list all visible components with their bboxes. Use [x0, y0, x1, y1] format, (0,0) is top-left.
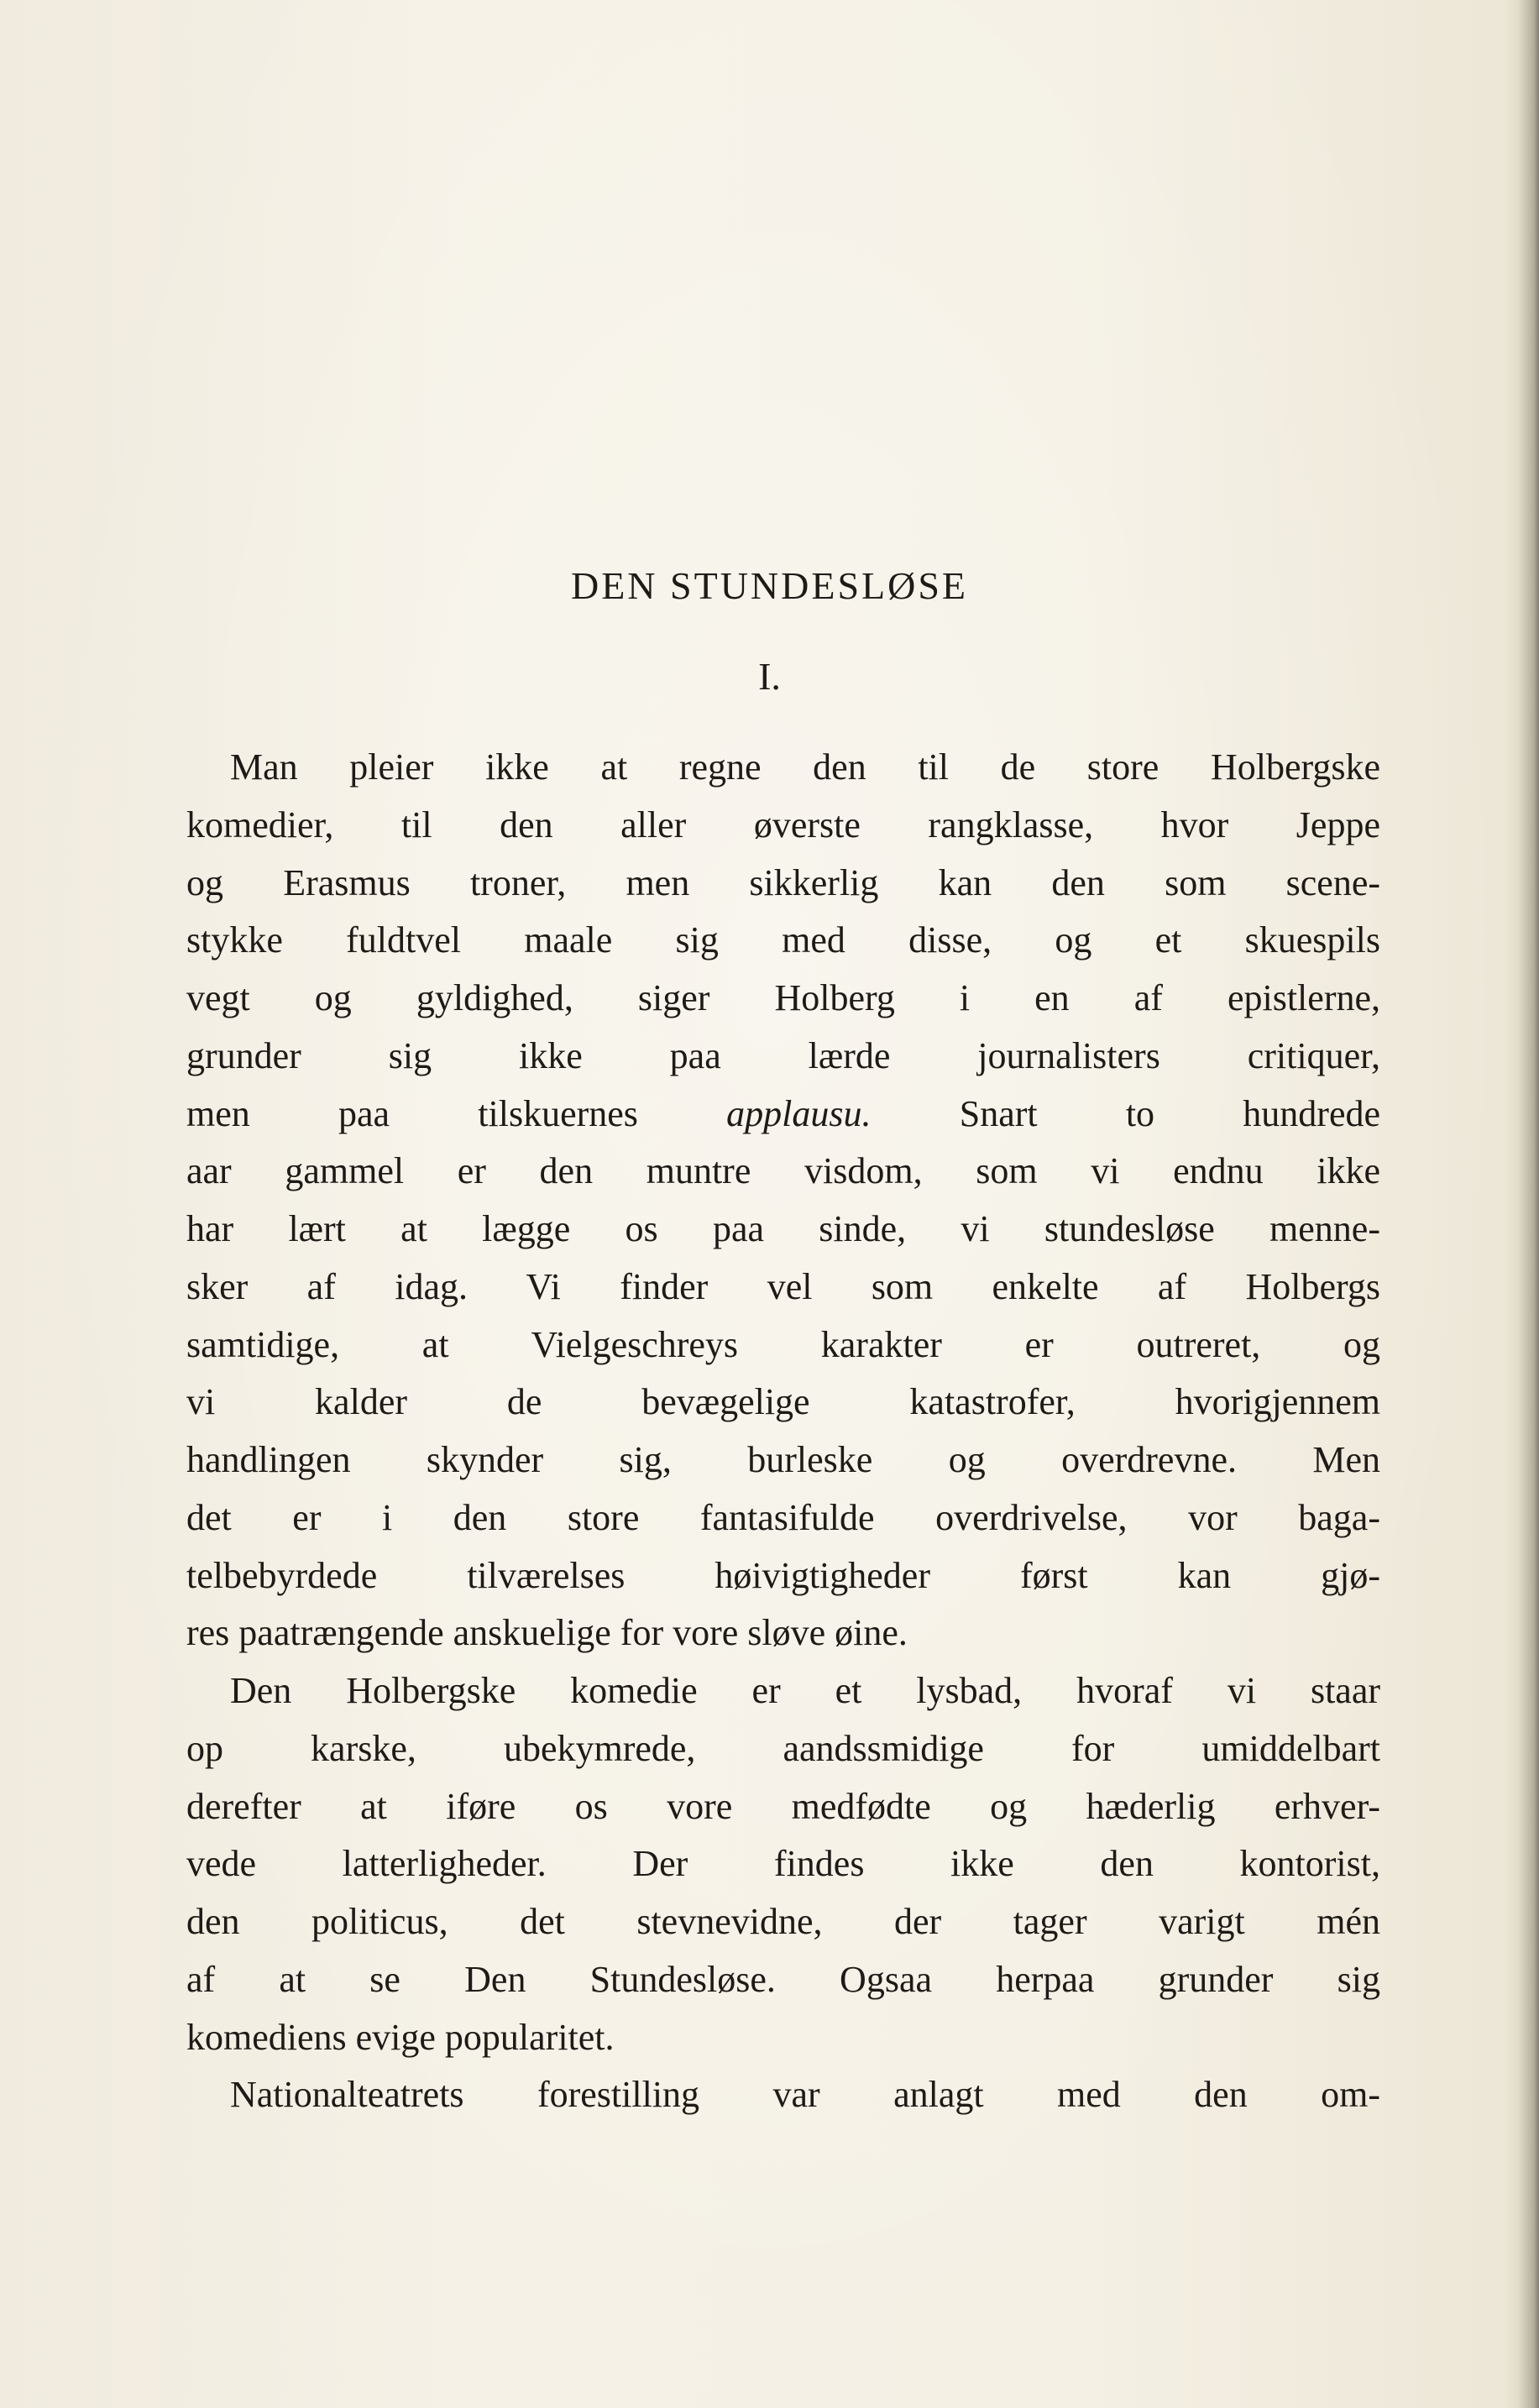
- text-line: af at se Den Stundesløse. Ogsaa herpaa grunder sig: [186, 1958, 1380, 2000]
- text-line: Den Holbergske komedie er et lysbad, hvoraf vi staar: [230, 1670, 1380, 1711]
- text-line: vede latterligheder. Der findes ikke den kontorist,: [186, 1843, 1380, 1885]
- text-line: grunder sig ikke paa lærde journalisters critiquer,: [186, 1034, 1380, 1076]
- text-segment: men paa tilskuernes: [186, 1092, 727, 1134]
- text-segment: Snart to hundrede: [871, 1092, 1380, 1134]
- text-line: aar gammel er den muntre visdom, som vi endnu ikke: [186, 1150, 1380, 1192]
- text-line: komedier, til den aller øverste rangklasse, hvor Jeppe: [186, 804, 1380, 845]
- text-line: derefter at iføre os vore medfødte og hæderlig erhver-: [186, 1785, 1380, 1827]
- text-line: handlingen skynder sig, burleske og overdrevne. Men: [186, 1439, 1380, 1480]
- text-line: har lært at lægge os paa sinde, vi stundesløse menne-: [186, 1208, 1380, 1249]
- text-line: Nationalteatrets forestilling var anlagt med den om-: [230, 2074, 1380, 2116]
- text-line: det er i den store fantasifulde overdrivelse, vor baga-: [186, 1496, 1380, 1538]
- text-line: samtidige, at Vielgeschreys karakter er outreret, og: [186, 1323, 1380, 1365]
- text-line: res paatrængende anskuelige for vore sløve øine.: [186, 1612, 908, 1654]
- text-line: stykke fuldtvel maale sig med disse, og et skuespils: [186, 919, 1380, 961]
- text-line: Man pleier ikke at regne den til de store Holbergske: [230, 746, 1380, 788]
- text-line: op karske, ubekymrede, aandssmidige for umiddelbart: [186, 1727, 1380, 1769]
- text-line-with-italic: [186, 1086, 1380, 1144]
- chapter-number: I.: [758, 655, 781, 698]
- text-line: telbebyrdede tilværelses høivigtigheder først kan gjø-: [186, 1554, 1380, 1596]
- page-edge-shadow: [1505, 0, 1539, 2408]
- body-text: [186, 739, 1380, 2124]
- essay-title: DEN STUNDESLØSE: [570, 564, 969, 607]
- italic-word: applausu.: [726, 1092, 872, 1134]
- text-line: den politicus, det stevnevidne, der tager varigt mén: [186, 1901, 1380, 1942]
- text-line: komediens evige popularitet.: [186, 2016, 615, 2058]
- text-line: vegt og gyldighed, siger Holberg i en af epistlerne,: [186, 977, 1380, 1018]
- text-line: vi kalder de bevægelige katastrofer, hvorigjennem: [186, 1381, 1380, 1423]
- text-line: sker af idag. Vi finder vel som enkelte af Holbergs: [186, 1265, 1380, 1307]
- text-line: og Erasmus troner, men sikkerlig kan den som scene-: [186, 861, 1380, 903]
